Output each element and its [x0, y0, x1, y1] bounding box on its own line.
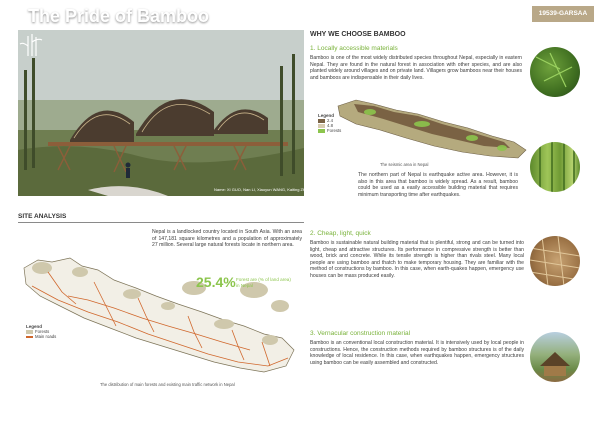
seismic-legend-forests: Forests [327, 128, 342, 133]
site-description: Nepal is a landlocked country located in South Asia. With an area of 147,181 square kilometres and a population of approximately 27 million. Several large natural forests locate in northern area. [152, 229, 302, 249]
seismic-legend-title: Legend [318, 113, 335, 118]
nepal-forest-road-map [18, 226, 300, 390]
site-legend-roads: Main roads [35, 334, 57, 339]
reason-3-title: 3. Vernacular construction material [310, 330, 411, 337]
reason-1-text: Bamboo is one of the most widely distributed species throughout Nepal, especially in eastern Nepal. They are found in the natural forest in association with other species, and are also planted widely around villages and on private land. Villagers grow bamboos near their houses and bamboos are indispensable in their daily lives. [310, 55, 522, 81]
section-heading-site: SITE ANALYSIS [18, 213, 67, 220]
forest-percentage-note: Forest are (% of land area) in Nepal [236, 277, 291, 288]
seismic-map-caption: The seismic area in Nepal [380, 162, 429, 167]
bamboo-weaving-photo [530, 236, 580, 286]
section-divider [18, 222, 304, 223]
seismic-legend-low: 4.8 [327, 123, 333, 128]
seismic-legend [318, 113, 341, 133]
legend-swatch-forests [318, 129, 325, 133]
bamboo-leaves-photo [530, 47, 580, 97]
poster-title: The Pride of Bamboo [28, 6, 210, 26]
seismic-legend-high: 2.4 [327, 118, 333, 123]
reason-1-title: 1. Locally accessible materials [310, 45, 398, 52]
reason-2-text: Bamboo is sustainable natural building material that is plentiful, strong and can be turned into light, cheap and attractive structures. Its performance in compressive strength is better than wood, brick and concrete. While its tensile strength is higher than rivals steel. Many local people are using bamboo and thatch to make temporary housing. They are familiar with the method of constructions by bamboo. In this case, when earth-quakes happen, emergency use houses can be mass produced easily. [310, 240, 524, 279]
vernacular-house-photo [530, 332, 580, 382]
site-legend [26, 324, 56, 339]
site-legend-forests: Forests [35, 329, 50, 334]
legend-swatch-roads [26, 336, 33, 338]
project-id-badge: 19539-GARSAA [532, 6, 594, 22]
reason-2-title: 2. Cheap, light, quick [310, 230, 371, 237]
site-legend-title: Legend [26, 324, 43, 329]
forest-percentage: 25.4% [196, 274, 236, 290]
bamboo-grove-photo [530, 142, 580, 192]
hero-rendering [18, 30, 304, 196]
reason-3-text: Bamboo is an conventional local construction material. It is intensively used by local people in constructions. Hence, the construction methods required by bamboo structures is of the daily knowledge of local residence. In this case, when earthquakes happen, emergency structures using bamboo can be easily assembled and constructed. [310, 340, 524, 366]
team-credit: Name: XI GUO, Nan LI, Xiaoyun WANG, Kaiting ZHU [214, 187, 309, 192]
bamboo-pavilion-illustration [18, 30, 304, 196]
section-heading-why: WHY WE CHOOSE BAMBOO [310, 31, 406, 38]
reason-1-text-2: The northern part of Nepal is earthquake active area. However, it is also in this area that bamboo is widely spread. As a result, bamboo could be used as a easily accessible building material that requires minimum transporting time after earthquakes. [358, 172, 518, 198]
site-map-caption: The distribution of main forests and existing main traffic network in Nepal [100, 382, 235, 387]
seismic-map-nepal [334, 92, 530, 162]
